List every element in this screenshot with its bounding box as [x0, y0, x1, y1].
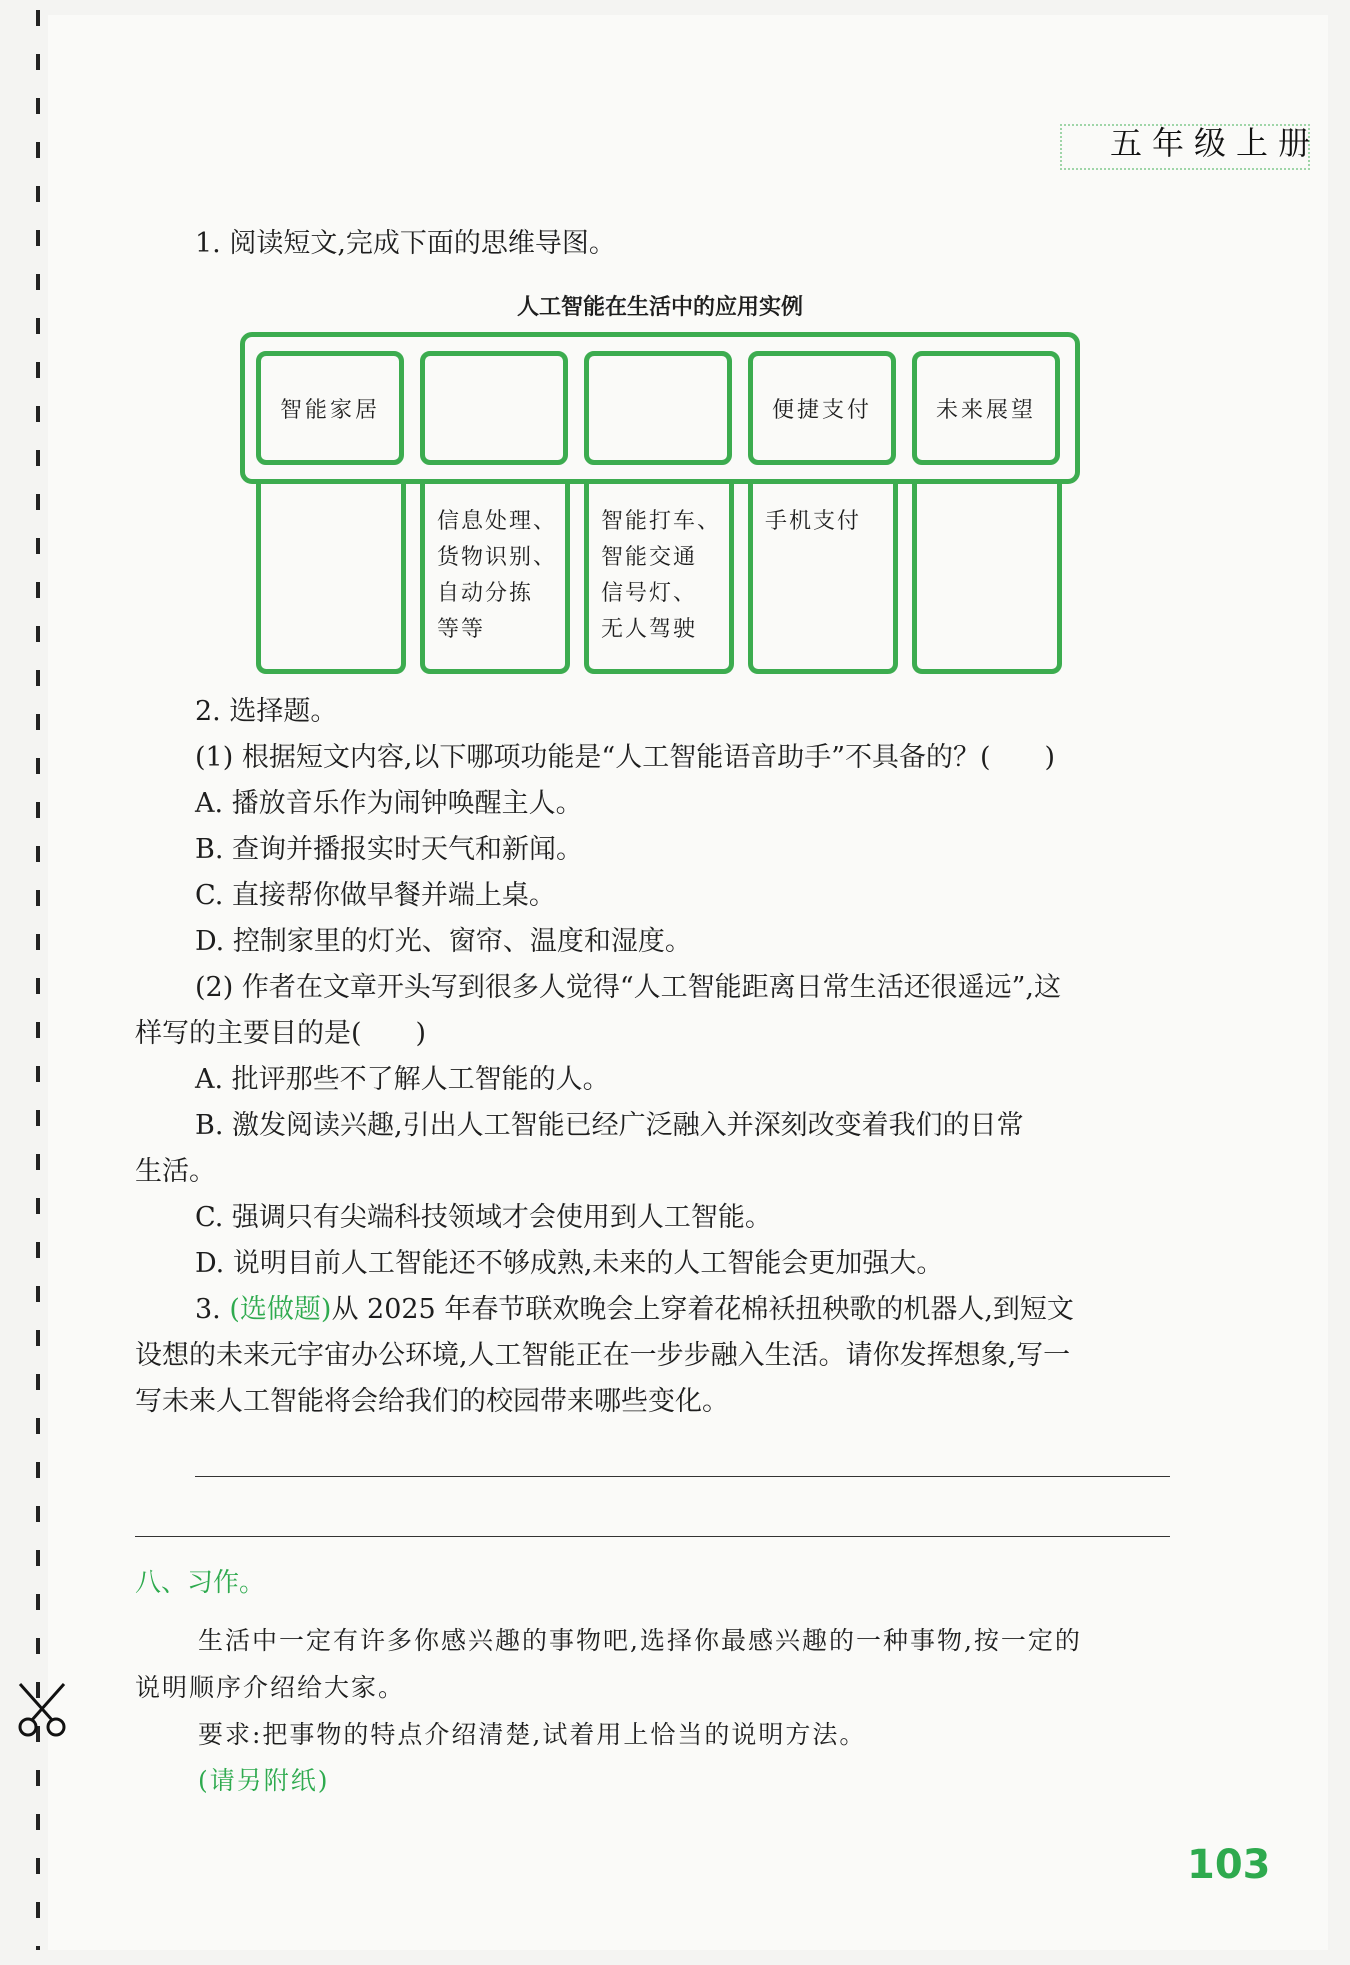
scissors-icon	[14, 1680, 70, 1740]
mindmap-category: 智能家居	[256, 351, 404, 465]
mindmap-detail-blank[interactable]	[256, 484, 406, 674]
question-number: 3.	[195, 1294, 221, 1325]
mindmap-category-blank[interactable]	[584, 351, 732, 465]
question-2-2-stem: (2) 作者在文章开头写到很多人觉得“人工智能距离日常生活还很遥远”,这	[195, 972, 1062, 1003]
question-2-2-stem-cont: 样写的主要目的是( )	[135, 1018, 427, 1049]
question-2-title: 2. 选择题。	[195, 696, 338, 727]
mindmap-category: 便捷支付	[748, 351, 896, 465]
composition-prompt-cont: 说明顺序介绍给大家。	[135, 1673, 406, 1702]
mindmap-title: 人工智能在生活中的应用实例	[516, 295, 803, 320]
mindmap-category: 未来展望	[912, 351, 1060, 465]
page-number: 103	[1187, 1842, 1271, 1888]
question-3-cont: 写未来人工智能将会给我们的校园带来哪些变化。	[135, 1386, 729, 1417]
option-c: C. 强调只有尖端科技领域才会使用到人工智能。	[195, 1202, 772, 1233]
option-b: B. 激发阅读兴趣,引出人工智能已经广泛融入并深刻改变着我们的日常	[195, 1110, 1024, 1141]
mindmap-detail	[420, 484, 570, 674]
option-c: C. 直接帮你做早餐并端上桌。	[195, 880, 556, 911]
question-1: 1. 阅读短文,完成下面的思维导图。	[195, 228, 616, 259]
detail-line: 无人驾驶	[601, 617, 698, 642]
mindmap-detail	[748, 484, 898, 674]
option-d: D. 说明目前人工智能还不够成熟,未来的人工智能会更加强大。	[195, 1248, 944, 1279]
option-b: B. 查询并播报实时天气和新闻。	[195, 834, 584, 865]
question-3	[195, 1296, 1074, 1323]
question-3-cont: 设想的未来元宇宙办公环境,人工智能正在一步步融入生活。请你发挥想象,写一	[135, 1340, 1071, 1371]
option-d: D. 控制家里的灯光、窗帘、温度和湿度。	[195, 926, 692, 957]
mindmap-category-blank[interactable]	[420, 351, 568, 465]
detail-line: 手机支付	[765, 509, 862, 534]
composition-requirement: 要求:把事物的特点介绍清楚,试着用上恰当的说明方法。	[198, 1720, 867, 1749]
detail-line: 自动分拣	[437, 581, 534, 606]
option-b-cont: 生活。	[135, 1156, 216, 1187]
detail-line: 货物识别、	[437, 545, 558, 570]
detail-line: 信息处理、	[437, 509, 558, 534]
detail-line: 智能打车、	[601, 509, 722, 534]
attach-paper-note: (请另附纸)	[198, 1766, 330, 1795]
question-3-text: 从 2025 年春节联欢晚会上穿着花棉袄扭秧歌的机器人,到短文	[331, 1294, 1074, 1325]
optional-tag: (选做题)	[229, 1294, 332, 1325]
detail-line: 信号灯、	[601, 581, 698, 606]
answer-line[interactable]	[195, 1476, 1170, 1477]
mindmap-detail-blank[interactable]	[912, 484, 1062, 674]
grade-label: 五年级上册	[1110, 124, 1321, 162]
answer-line[interactable]	[135, 1536, 1170, 1537]
detail-line: 等等	[437, 617, 486, 642]
question-2-1-stem: (1) 根据短文内容,以下哪项功能是“人工智能语音助手”不具备的？( )	[195, 742, 1056, 773]
detail-line: 智能交通	[601, 545, 698, 570]
section-heading: 八、习作。	[135, 1568, 266, 1598]
composition-prompt: 生活中一定有许多你感兴趣的事物吧,选择你最感兴趣的一种事物,按一定的	[198, 1626, 1082, 1655]
option-a: A. 批评那些不了解人工智能的人。	[195, 1064, 610, 1095]
option-a: A. 播放音乐作为闹钟唤醒主人。	[195, 788, 583, 819]
mindmap-detail	[584, 484, 734, 674]
